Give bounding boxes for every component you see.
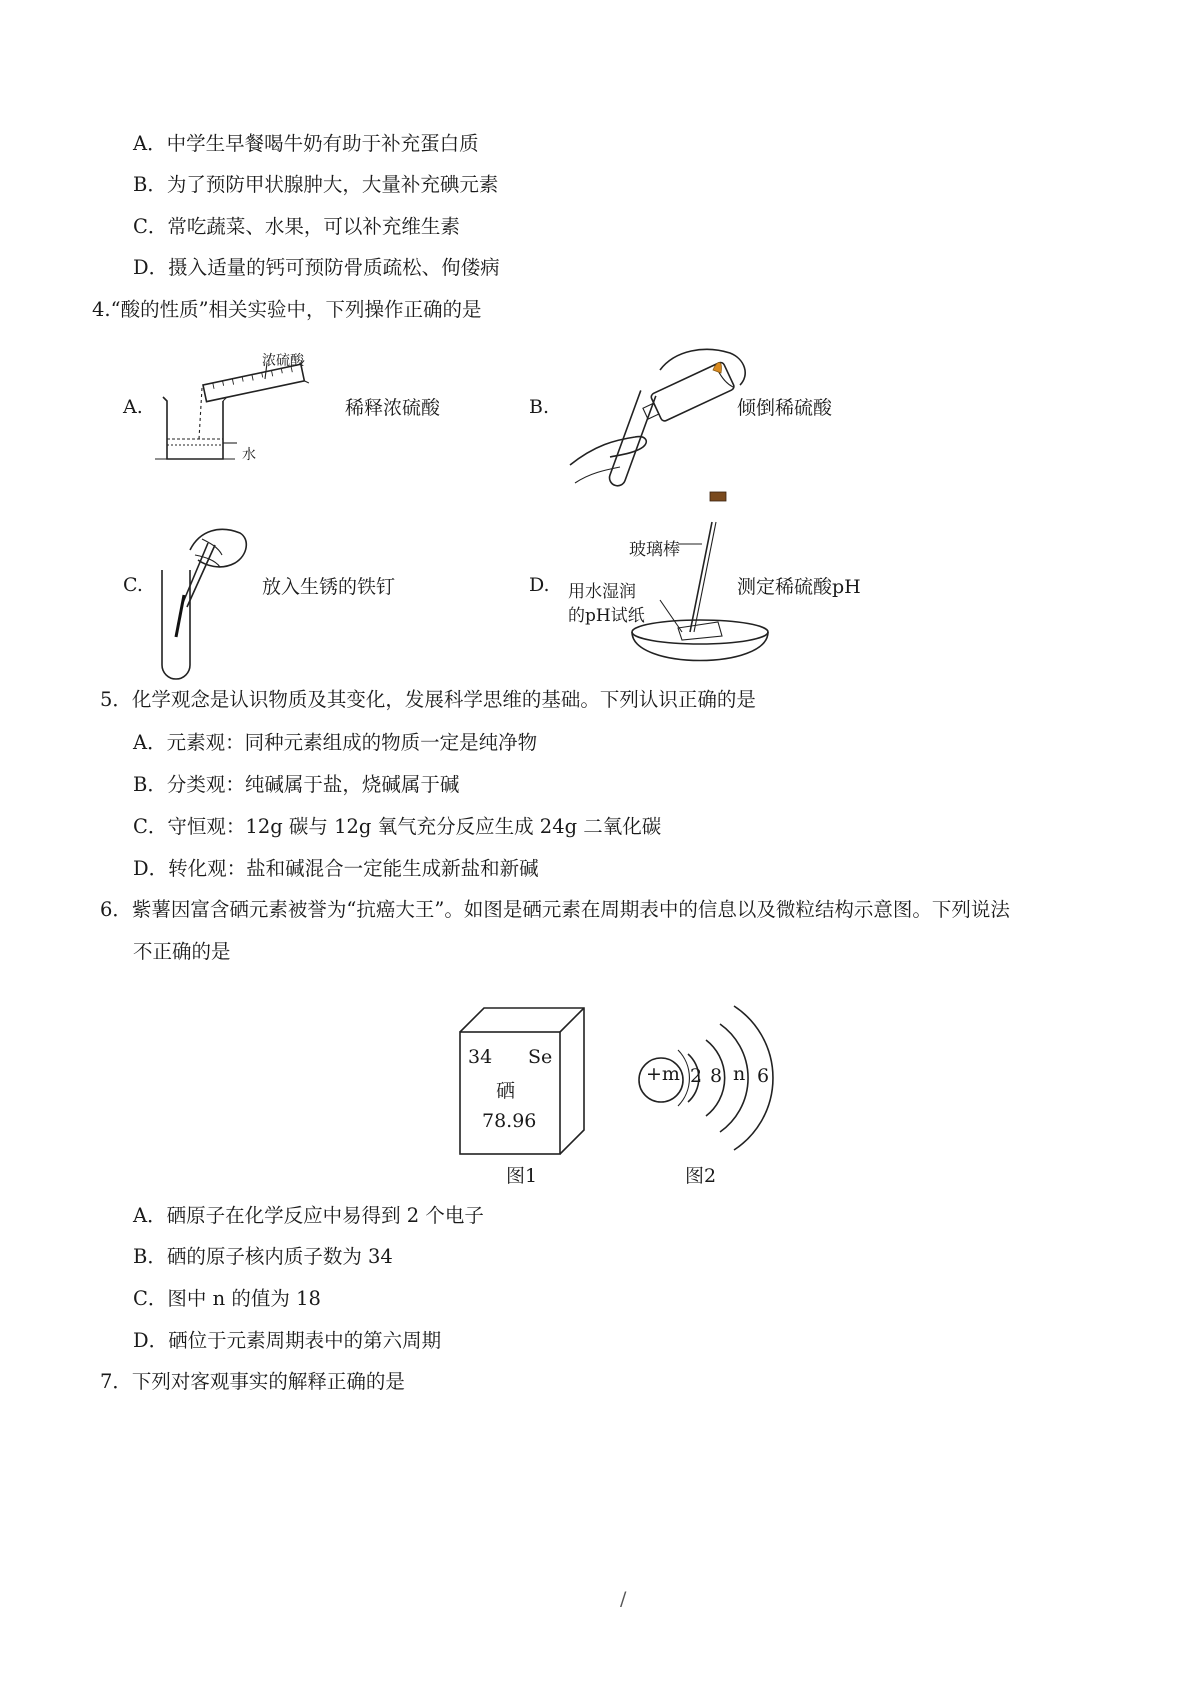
q6-option-c: C．图中 n 的值为 18 — [133, 1287, 321, 1310]
q4-b-letter: B. — [529, 396, 550, 418]
shell-1-electrons: 2 — [690, 1065, 703, 1087]
figure-1-caption: 图1 — [506, 1165, 538, 1187]
q3-option-c: C．常吃蔬菜、水果，可以补充维生素 — [133, 215, 460, 238]
figure-2-caption: 图2 — [685, 1165, 717, 1187]
q6-stem-line2: 不正确的是 — [133, 940, 231, 963]
q3-option-b: B．为了预防甲状腺肿大，大量补充碘元素 — [133, 173, 499, 196]
element-atomic-number: 34 — [468, 1046, 493, 1068]
nucleus-charge: +m — [646, 1063, 680, 1085]
q6-option-d: D．硒位于元素周期表中的第六周期 — [133, 1329, 442, 1352]
q4-a-letter: A. — [123, 396, 143, 418]
q3-option-d: D．摄入适量的钙可预防骨质疏松、佝偻病 — [133, 256, 500, 279]
pouring-illustration — [565, 345, 755, 515]
q4-stem: 4.“酸的性质”相关实验中，下列操作正确的是 — [92, 298, 482, 321]
q6-option-b: B．硒的原子核内质子数为 34 — [133, 1245, 393, 1268]
q6-option-a: A．硒原子在化学反应中易得到 2 个电子 — [133, 1204, 484, 1227]
label-glass-rod: 玻璃棒 — [629, 540, 680, 560]
element-symbol: Se — [528, 1046, 553, 1068]
element-cell-figure — [460, 1008, 600, 1158]
label-ph-paper-line1: 用水湿润 — [568, 582, 636, 602]
shell-3-electrons: n — [733, 1063, 746, 1085]
q6-stem-line1: 6．紫薯因富含硒元素被誉为“抗癌大王”。如图是硒元素在周期表中的信息以及微粒结构示意图。下列说法 — [100, 898, 1010, 921]
shell-2-electrons: 8 — [710, 1065, 723, 1087]
q7-stem: 7．下列对客观事实的解释正确的是 — [100, 1370, 405, 1393]
element-name: 硒 — [496, 1080, 516, 1102]
q5-option-c: C．守恒观：12g 碳与 12g 氧气充分反应生成 24g 二氧化碳 — [133, 815, 662, 838]
q4-d-caption: 测定稀硫酸pH — [737, 576, 861, 598]
label-water: 水 — [242, 447, 256, 463]
page-mark: / — [620, 1588, 627, 1610]
label-concentrated-acid: 浓硫酸 — [262, 353, 304, 369]
nail-tube-illustration — [160, 525, 270, 675]
shell-4-electrons: 6 — [757, 1065, 770, 1087]
q4-a-caption: 稀释浓硫酸 — [345, 397, 441, 419]
q5-option-d: D．转化观：盐和碱混合一定能生成新盐和新碱 — [133, 857, 539, 880]
q3-option-a: A．中学生早餐喝牛奶有助于补充蛋白质 — [133, 132, 479, 155]
q4-c-letter: C. — [123, 574, 143, 596]
q5-option-a: A．元素观：同种元素组成的物质一定是纯净物 — [133, 731, 538, 754]
q5-stem: 5．化学观念是认识物质及其变化，发展科学思维的基础。下列认识正确的是 — [100, 688, 756, 711]
q5-option-b: B．分类观：纯碱属于盐，烧碱属于碱 — [133, 773, 460, 796]
q4-b-caption: 倾倒稀硫酸 — [737, 397, 833, 419]
q4-c-caption: 放入生锈的铁钉 — [262, 576, 396, 598]
q4-d-letter: D. — [529, 574, 550, 596]
element-atomic-mass: 78.96 — [482, 1110, 537, 1132]
label-ph-paper-line2: 的pH试纸 — [568, 606, 645, 626]
